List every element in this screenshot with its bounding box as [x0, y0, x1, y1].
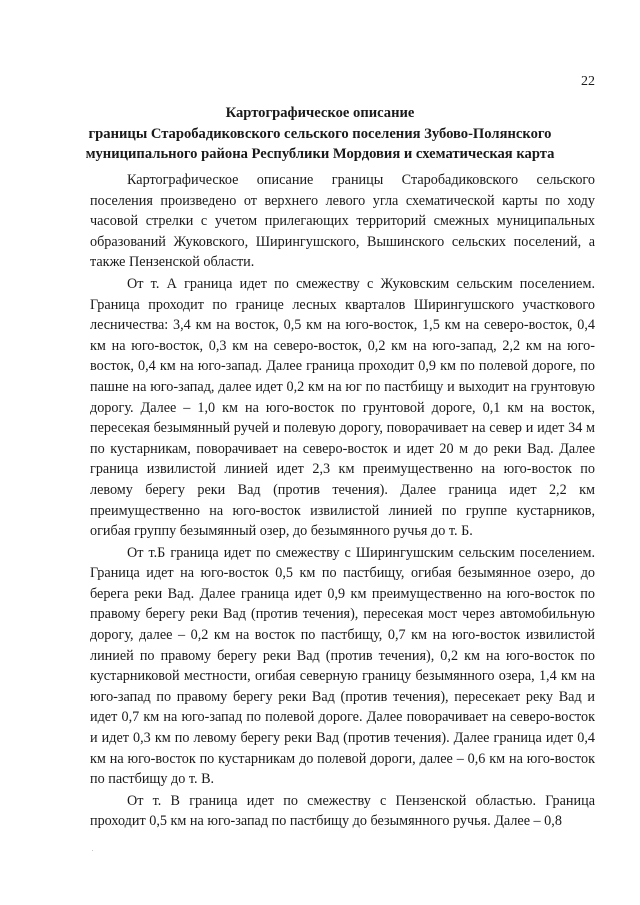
paragraph-point-a: От т. А граница идет по смежеству с Жуковским сельским поселением. Граница проходит по границе лесных кварталов Ширингушского участкового лесничества: 3,4 км на восток, 0,5 км на юго-восток, 1,5 км на северо-восток, 0,4 км на юго-восток, 0,3 км на северо-восток, 0,2 км на юго-запад, 2,2 км на юго-восток, 0,4 км на юго-запад. Далее граница проходит 0,9 км по полевой дороге, по пашне на юго-запад, далее идет 0,2 км на юг по пастбищу и выходит на грунтовую дорогу. Далее – 1,0 км на юго-восток по грунтовой дороге, 0,1 км на восток, пересекая безымянный ручей и полевую дорогу, поворачивает на север и идет 34 м по кустарникам, поворачивает на северо-восток и идет 20 м до реки Вад. Далее граница извилистой линией идет 2,3 км преимущественно на юго-восток по левому берегу реки Вад (против течения). Далее граница идет 2,2 км преимущественно на юго-восток извилистой линией по группе кустарников, огибая группу безымянный озер, до безымянного ручья до т. Б. — [90, 275, 595, 540]
page-number: 22 — [581, 74, 595, 89]
paragraph-intro: Картографическое описание границы Старобадиковского сельского поселения произведено от верхнего левого угла схематической карты по ходу часовой стрелки с учетом прилегающих территорий смежных муниципальных образований Жуковского, Ширингушского, Вышинского сельских поселений, а также Пензенской области. — [90, 172, 595, 271]
paragraph-point-v: От т. В граница идет по смежеству с Пензенской областью. Граница проходит 0,5 км на юго-запад по пастбищу до безымянного ручья. Далее – 0,8 — [90, 792, 595, 830]
title-line-2: границы Старобадиковского сельского поселения Зубово-Полянского — [88, 125, 552, 142]
title-line-1: Картографическое описание — [225, 105, 415, 121]
scan-artifact — [92, 850, 93, 851]
paragraph-point-b: От т.Б граница идет по смежеству с Ширингушским сельским поселением. Граница идет на юго-восток 0,5 км по пастбищу, огибая безымянное озеро, до берега реки Вад. Далее граница идет 0,9 км преимущественно на юго-восток по правому берегу реки Вад (против течения), пересекая мост через автомобильную дорогу, далее – 0,2 км на восток по пастбищу, 0,7 км на юго-восток извилистой линией по правому берегу реки Вад (против течения), 0,2 км на юго-восток по кустарниковой местности, огибая северную границу безымянного озера, 1,4 км на юго-запад по правому берегу реки Вад (против течения), пересекает реку Вад и идет 0,7 км на юго-запад по полевой дороге. Далее поворачивает на северо-восток и идет 0,3 км по левому берегу реки Вад (против течения). Далее граница идет 0,4 км на юго-восток по кустарникам до полевой дороги, далее – 0,6 км на юго-восток по пастбищу до т. В. — [90, 544, 595, 788]
document-body — [90, 170, 595, 833]
document-title — [60, 103, 580, 165]
title-line-3: муниципального района Республики Мордовия и схематическая карта — [85, 146, 555, 162]
